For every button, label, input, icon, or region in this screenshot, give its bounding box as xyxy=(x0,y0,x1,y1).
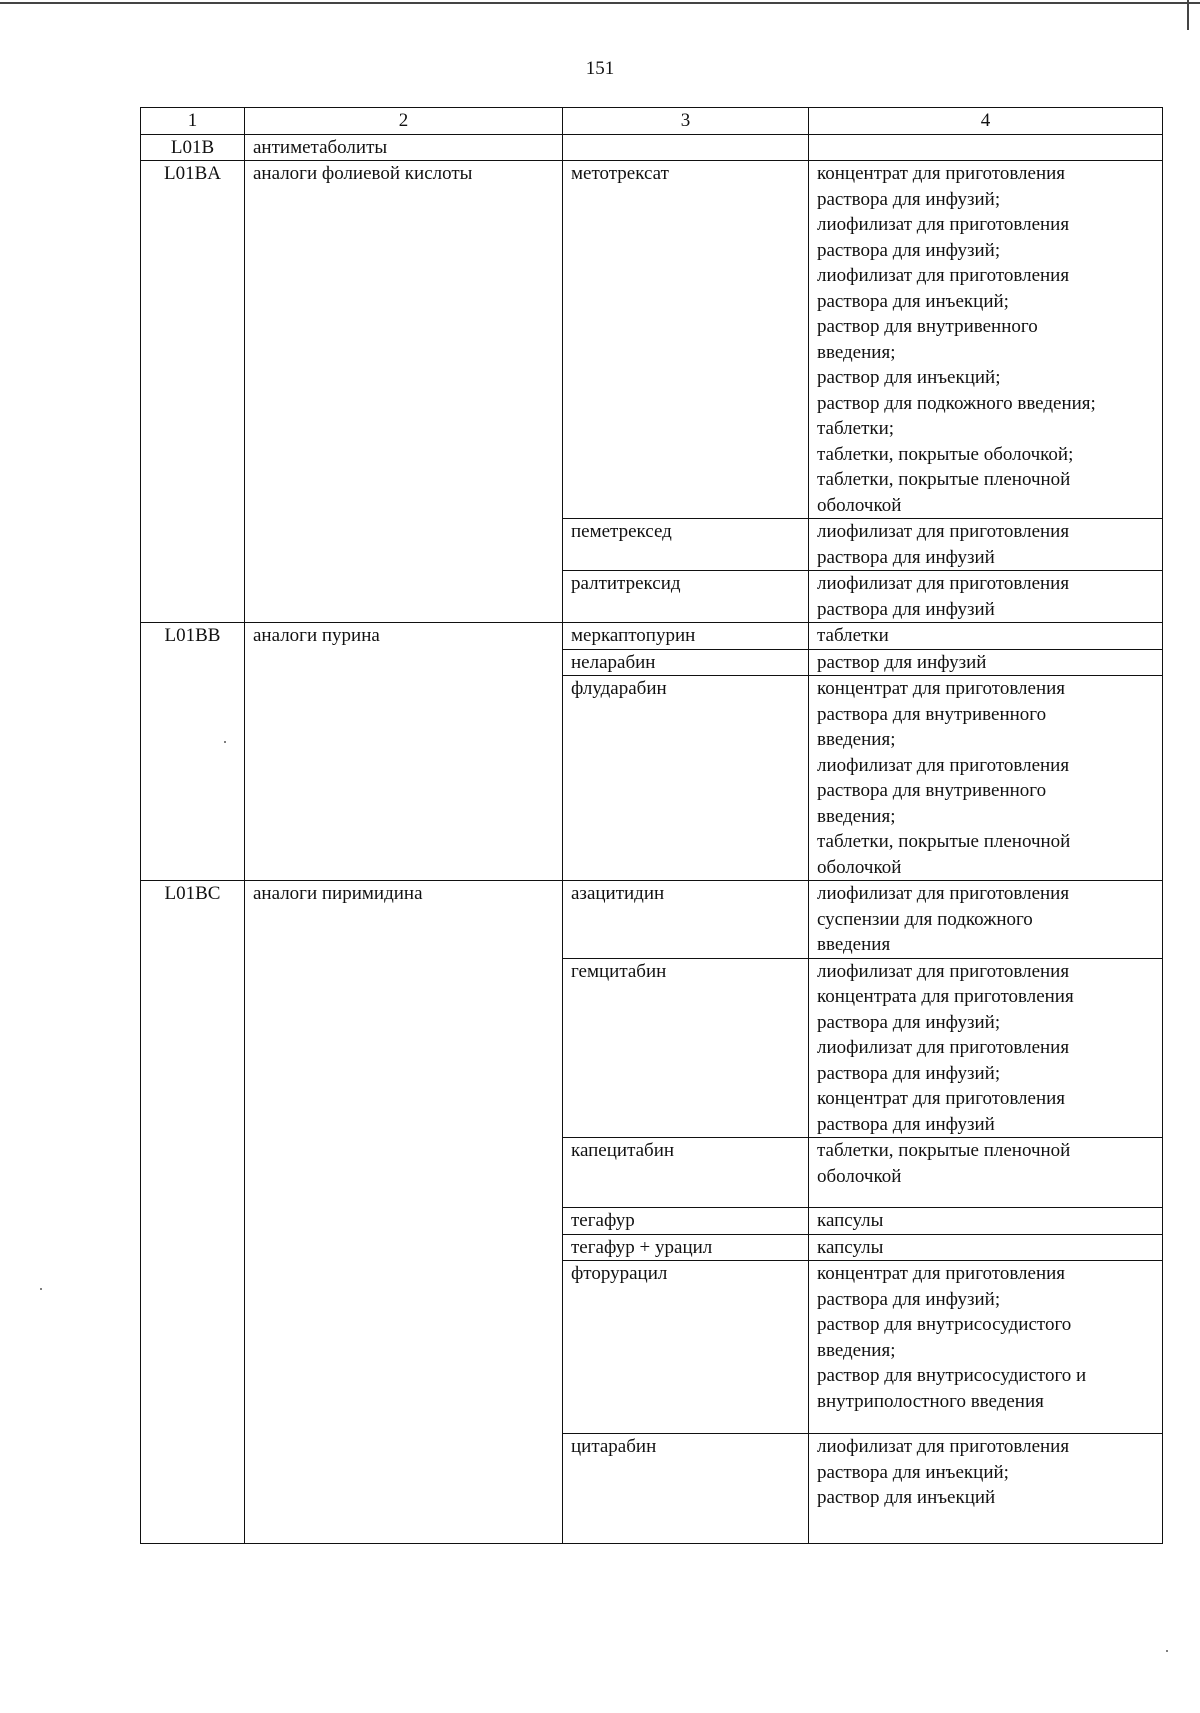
form-cell: таблетки, покрытые пленочной оболочкой xyxy=(809,1138,1163,1208)
drug-cell: цитарабин xyxy=(563,1434,809,1544)
drug-cell: фторурацил xyxy=(563,1261,809,1434)
drug-cell: гемцитабин xyxy=(563,958,809,1138)
atc-code-cell: L01BA xyxy=(141,161,245,623)
table-row xyxy=(141,161,1163,519)
group-cell: антиметаболиты xyxy=(245,134,563,161)
drug-cell: меркаптопурин xyxy=(563,623,809,650)
form-cell: раствор для инфузий xyxy=(809,649,1163,676)
group-cell: аналоги пурина xyxy=(245,623,563,881)
drug-cell: пеметрексед xyxy=(563,519,809,571)
atc-code-cell: L01BC xyxy=(141,881,245,1544)
drug-cell xyxy=(563,134,809,161)
column-header: 2 xyxy=(245,108,563,135)
drug-cell: капецитабин xyxy=(563,1138,809,1208)
drug-cell: флударабин xyxy=(563,676,809,881)
column-header: 3 xyxy=(563,108,809,135)
drug-cell: тегафур + урацил xyxy=(563,1234,809,1261)
form-cell: концентрат для приготовления раствора для внутривенного введения; лиофилизат для приготовления раствора для внутривенного введения; таблетки, покрытые пленочной оболочкой xyxy=(809,676,1163,881)
table-row xyxy=(141,134,1163,161)
drug-cell: неларабин xyxy=(563,649,809,676)
form-cell: лиофилизат для приготовления суспензии для подкожного введения xyxy=(809,881,1163,959)
form-cell: капсулы xyxy=(809,1234,1163,1261)
group-cell: аналоги фолиевой кислоты xyxy=(245,161,563,623)
scan-speck xyxy=(1166,1650,1168,1652)
scan-speck xyxy=(224,741,226,743)
form-cell: лиофилизат для приготовления раствора для инфузий xyxy=(809,571,1163,623)
form-cell: лиофилизат для приготовления раствора для инфузий xyxy=(809,519,1163,571)
drug-cell: ралтитрексид xyxy=(563,571,809,623)
scan-right-rule xyxy=(1187,0,1189,30)
atc-code-cell: L01BB xyxy=(141,623,245,881)
table-row xyxy=(141,881,1163,959)
column-header: 1 xyxy=(141,108,245,135)
drug-table xyxy=(140,107,1163,1544)
group-cell: аналоги пиримидина xyxy=(245,881,563,1544)
form-cell: лиофилизат для приготовления раствора для инъекций; раствор для инъекций xyxy=(809,1434,1163,1544)
form-cell: концентрат для приготовления раствора для инфузий; раствор для внутрисосудистого введения; раствор для внутрисосудистого и внутриполостного введения xyxy=(809,1261,1163,1434)
scan-speck xyxy=(40,1288,42,1290)
form-cell: концентрат для приготовления раствора для инфузий; лиофилизат для приготовления раствора для инфузий; лиофилизат для приготовления раствора для инъекций; раствор для внутривенного введения; раствор для инъекций; раствор для подкожного введения; таблетки; таблетки, покрытые оболочкой; таблетки, покрытые пленочной оболочкой xyxy=(809,161,1163,519)
column-header: 4 xyxy=(809,108,1163,135)
form-cell: лиофилизат для приготовления концентрата для приготовления раствора для инфузий; лиофилизат для приготовления раствора для инфузий; концентрат для приготовления раствора для инфузий xyxy=(809,958,1163,1138)
form-cell xyxy=(809,134,1163,161)
form-cell: капсулы xyxy=(809,1208,1163,1235)
form-cell: таблетки xyxy=(809,623,1163,650)
drug-cell: метотрексат xyxy=(563,161,809,519)
scan-top-rule xyxy=(0,2,1200,4)
drug-cell: азацитидин xyxy=(563,881,809,959)
drug-cell: тегафур xyxy=(563,1208,809,1235)
page-number: 151 xyxy=(585,58,615,79)
table-header-row xyxy=(141,108,1163,135)
table-row xyxy=(141,623,1163,650)
atc-code-cell: L01B xyxy=(141,134,245,161)
